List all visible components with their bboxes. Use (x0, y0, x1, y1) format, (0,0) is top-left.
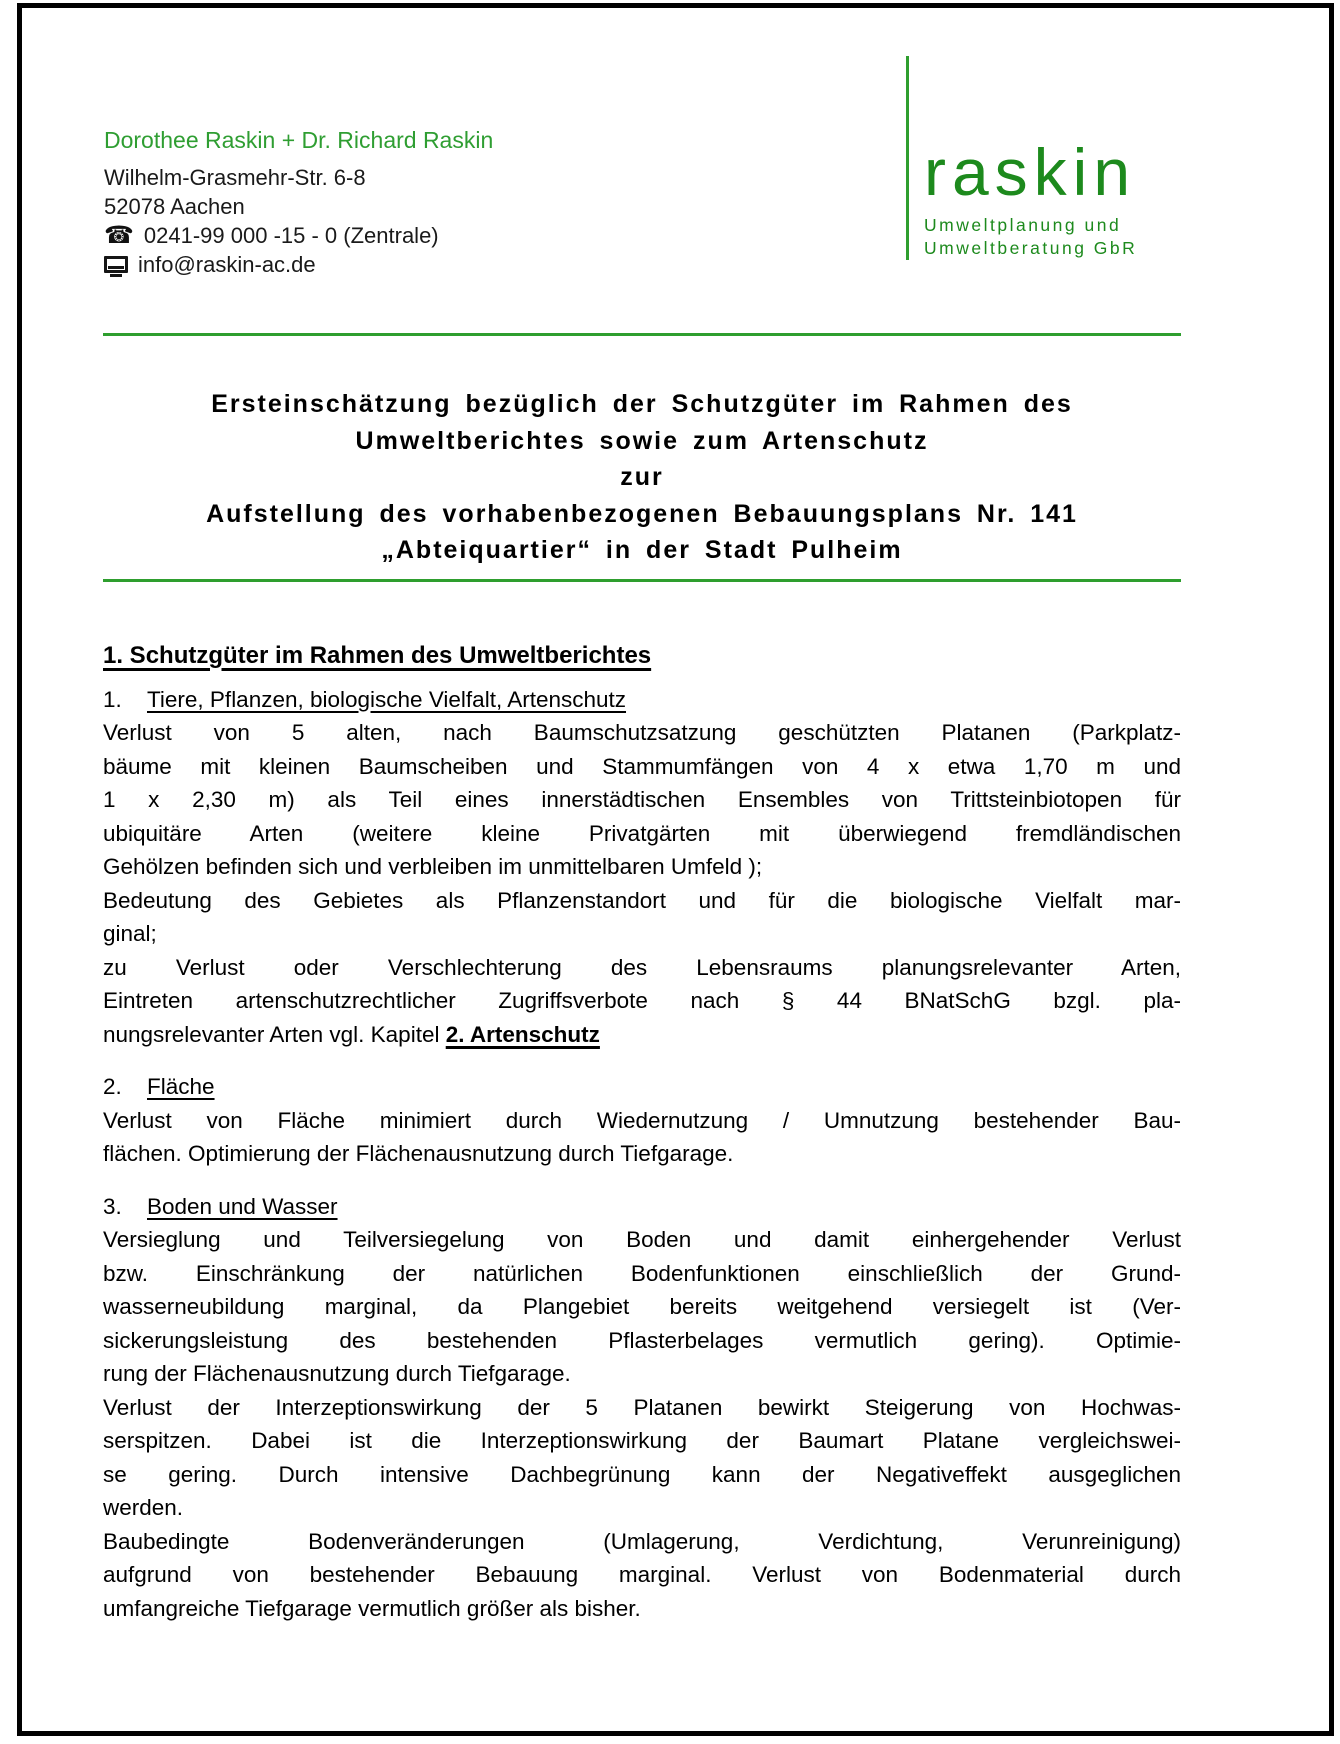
body-line: Bedeutung des Gebietes als Pflanzenstandort und für die biologische Vielfalt mar- (103, 887, 1181, 913)
body-line: Versieglung und Teilversiegelung von Boden und damit einhergehender Verlust (103, 1227, 1181, 1252)
body-line: Baubedingte Bodenveränderungen (Umlagerung, Verdichtung, Verunreinigung) (103, 1528, 1181, 1554)
body-line: bäume mit kleinen Baumscheiben und Stammumfängen von 4 x etwa 1,70 m und (103, 753, 1181, 779)
subsection-number: 3. (103, 1193, 122, 1219)
contact-address-street: Wilhelm-Grasmehr-Str. 6-8 (104, 165, 366, 190)
body-line: Verlust von Fläche minimiert durch Wiedernutzung / Umnutzung bestehender Bau- (103, 1107, 1181, 1133)
title-line: Ersteinschätzung bezüglich der Schutzgüter im Rahmen des (211, 390, 1073, 418)
body-line: Verlust von 5 alten, nach Baumschutzsatzung geschützten Platanen (Parkplatz- (103, 720, 1181, 745)
subsection (103, 1070, 1181, 1171)
body-line: flächen. Optimierung der Flächenausnutzung durch Tiefgarage. (103, 1141, 734, 1166)
subsection (103, 683, 1181, 1052)
body-line (103, 1018, 1181, 1052)
logo-wordmark: raskin (924, 135, 1137, 210)
body-line: Verlust der Interzeptionswirkung der 5 Platanen bewirkt Steigerung von Hochwas- (103, 1394, 1181, 1420)
contact-address-city: 52078 Aachen (104, 194, 245, 219)
subsection-heading (103, 683, 1181, 717)
title-line: Umweltberichtes sowie zum Artenschutz (355, 426, 929, 455)
subsection-title: Fläche (147, 1074, 215, 1099)
document-title (103, 386, 1181, 569)
title-line: Aufstellung des vorhabenbezogenen Bebauungsplans Nr. 141 (206, 499, 1078, 528)
body-line: rung der Flächenausnutzung durch Tiefgarage. (103, 1361, 571, 1386)
contact-phone-number: 0241-99 000 -15 - 0 (Zentrale) (143, 223, 439, 248)
body-line: ubiquitäre Arten (weitere kleine Privatgärten mit überwiegend fremdländischen (103, 820, 1181, 846)
body-line: bzw. Einschränkung der natürlichen Bodenfunktionen einschließlich der Grund- (103, 1260, 1181, 1286)
subsection-title: Tiere, Pflanzen, biologische Vielfalt, Artenschutz (147, 686, 627, 712)
subsections-container (103, 683, 1181, 1626)
body-line: sickerungsleistung des bestehenden Pflasterbelages vermutlich gering). Optimie- (103, 1327, 1181, 1353)
contact-email-address: info@raskin-ac.de (138, 252, 316, 277)
chapter-reference: 2. Artenschutz (445, 1021, 600, 1047)
logo-subtitle-line-1: Umweltplanung und (924, 215, 1122, 235)
logo-subtitle-line-2: Umweltberatung GbR (924, 238, 1138, 258)
body-line: serspitzen. Dabei ist die Interzeptionswirkung der Baumart Platane vergleichswei- (103, 1428, 1181, 1453)
subsection-number: 1. (103, 686, 122, 712)
subsection-title: Boden und Wasser (147, 1193, 338, 1219)
divider-bottom (103, 579, 1181, 582)
document-body (103, 0, 1181, 1625)
body-line: wasserneubildung marginal, da Plangebiet bereits weitgehend versiegelt ist (Ver- (103, 1294, 1181, 1319)
body-line: se gering. Durch intensive Dachbegrünung kann der Negativeffekt ausgeglichen (103, 1461, 1181, 1487)
body-line: Gehölzen befinden sich und verbleiben im unmittelbaren Umfeld ); (103, 854, 763, 879)
body-line: zu Verlust oder Verschlechterung des Lebensraums planungsrelevanter Arten, (103, 954, 1181, 980)
phone-icon: ☎ (104, 221, 134, 249)
contact-name: Dorothee Raskin + Dr. Richard Raskin (104, 127, 494, 153)
divider-top (103, 333, 1181, 336)
subsection-heading (103, 1190, 1181, 1224)
title-line: „Abteiquartier“ in der Stadt Pulheim (381, 536, 903, 564)
body-line: Eintreten artenschutzrechtlicher Zugriffsverbote nach § 44 BNatSchG bzgl. pla- (103, 988, 1181, 1013)
subsection-heading (103, 1070, 1181, 1104)
body-line: aufgrund von bestehender Bebauung marginal. Verlust von Bodenmaterial durch (103, 1562, 1181, 1587)
section-heading: 1. Schutzgüter im Rahmen des Umweltberichtes (103, 641, 652, 669)
subsection-number: 2. (103, 1074, 122, 1099)
body-line: ginal; (103, 921, 157, 946)
body-line: umfangreiche Tiefgarage vermutlich größer als bisher. (103, 1595, 641, 1621)
body-text: nungsrelevanter Arten vgl. Kapitel (103, 1021, 446, 1047)
title-line: zur (620, 463, 664, 491)
body-line: werden. (103, 1495, 184, 1520)
body-line: 1 x 2,30 m) als Teil eines innerstädtischen Ensembles von Trittsteinbiotopen für (103, 787, 1181, 812)
subsection (103, 1190, 1181, 1626)
